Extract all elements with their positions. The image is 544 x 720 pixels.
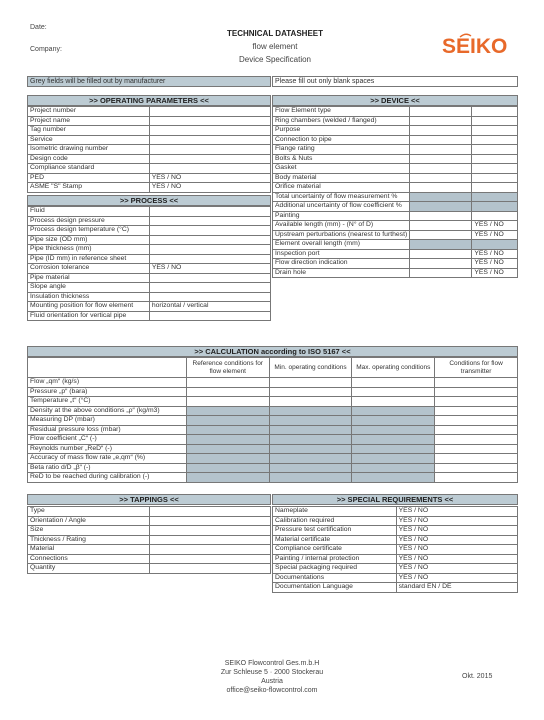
- calculation-value-field[interactable]: [352, 463, 435, 473]
- device-value-field[interactable]: [410, 230, 472, 240]
- device-label: Element overall length (mm): [273, 240, 410, 250]
- date-label: Date:: [30, 24, 47, 31]
- device-row: [273, 211, 518, 221]
- device-extra-field[interactable]: [472, 183, 518, 193]
- seiko-logo: [440, 30, 520, 60]
- calculation-label: Reynolds number „ReD“ (-): [28, 444, 187, 454]
- device-extra-field[interactable]: [472, 116, 518, 126]
- operating-value-field[interactable]: [149, 164, 270, 174]
- device-extra-field[interactable]: [472, 154, 518, 164]
- calculation-row: [28, 397, 518, 407]
- calculation-value-field[interactable]: [352, 473, 435, 483]
- process-value-field[interactable]: [149, 207, 270, 217]
- calculation-value-field[interactable]: [186, 416, 269, 426]
- calculation-label: Temperature „t“ (°C): [28, 397, 187, 407]
- blank-spaces-note: Please fill out only blank spaces: [272, 76, 518, 87]
- calculation-header-blank: [28, 358, 187, 378]
- device-row: [273, 230, 518, 240]
- calculation-value-field[interactable]: [435, 425, 518, 435]
- device-extra-field[interactable]: YES / NO: [472, 230, 518, 240]
- device-row: [273, 268, 518, 278]
- device-label: Purpose: [273, 126, 410, 136]
- process-row: [28, 292, 271, 302]
- process-row: [28, 207, 271, 217]
- special-label: Documentation Language: [273, 583, 397, 593]
- device-label: Flow Element type: [273, 107, 410, 117]
- operating-value-field[interactable]: [149, 126, 270, 136]
- device-row: [273, 240, 518, 250]
- process-value-field[interactable]: [149, 273, 270, 283]
- device-label: Inspection port: [273, 249, 410, 259]
- calculation-row: [28, 387, 518, 397]
- tappings-label: Orientation / Angle: [28, 516, 150, 526]
- special-row: [273, 554, 518, 564]
- calculation-value-field[interactable]: [352, 397, 435, 407]
- tappings-value-field[interactable]: [149, 554, 270, 564]
- tappings-row: [28, 507, 271, 517]
- special-row: [273, 564, 518, 574]
- tappings-value-field[interactable]: [149, 545, 270, 555]
- calculation-value-field[interactable]: [352, 387, 435, 397]
- operating-value-field[interactable]: [149, 107, 270, 117]
- device-row: [273, 202, 518, 212]
- calculation-column-header: Reference conditions for flow element: [186, 358, 269, 378]
- special-label: Painting / internal protection: [273, 554, 397, 564]
- calculation-value-field[interactable]: [186, 397, 269, 407]
- calculation-value-field[interactable]: [269, 454, 352, 464]
- seiko-logo-text: SEIKO: [442, 35, 508, 58]
- tappings-row: [28, 545, 271, 555]
- device-row: [273, 135, 518, 145]
- operating-label: Tag number: [28, 126, 150, 136]
- calculation-table: [27, 357, 518, 483]
- calculation-label: Flow „qm“ (kg/s): [28, 378, 187, 388]
- datasheet-subtitle-device-spec: Device Specification: [238, 55, 312, 64]
- device-label: Flange rating: [273, 145, 410, 155]
- device-extra-field[interactable]: [472, 164, 518, 174]
- process-row: [28, 311, 271, 321]
- calculation-label: Measuring DP (mbar): [28, 416, 187, 426]
- device-extra-field[interactable]: [472, 173, 518, 183]
- device-label: Total uncertainty of flow measurement %: [273, 192, 410, 202]
- process-label: Pipe material: [28, 273, 150, 283]
- tappings-row: [28, 535, 271, 545]
- calculation-value-field[interactable]: [269, 406, 352, 416]
- device-row: [273, 183, 518, 193]
- tappings-label: Size: [28, 526, 150, 536]
- device-value-field[interactable]: [410, 116, 472, 126]
- calculation-value-field[interactable]: [352, 425, 435, 435]
- operating-row: [28, 164, 271, 174]
- special-row: [273, 507, 518, 517]
- device-extra-field[interactable]: [472, 202, 518, 212]
- operating-label: Project number: [28, 107, 150, 117]
- calculation-row: [28, 454, 518, 464]
- calculation-column-header: Conditions for flow transmitter: [435, 358, 518, 378]
- operating-value-field[interactable]: [149, 145, 270, 155]
- device-row: [273, 164, 518, 174]
- tappings-value-field[interactable]: [149, 526, 270, 536]
- calculation-value-field[interactable]: [186, 454, 269, 464]
- footer-email[interactable]: office@seiko-flowcontrol.com: [226, 687, 318, 694]
- calculation-row: [28, 425, 518, 435]
- device-row: [273, 116, 518, 126]
- operating-row: [28, 116, 271, 126]
- special-label: Nameplate: [273, 507, 397, 517]
- calculation-row: [28, 378, 518, 388]
- special-row: [273, 516, 518, 526]
- process-label: Fluid orientation for vertical pipe: [28, 311, 150, 321]
- tappings-value-field[interactable]: [149, 516, 270, 526]
- device-extra-field[interactable]: YES / NO: [472, 268, 518, 278]
- process-label: Pipe (ID mm) in reference sheet: [28, 254, 150, 264]
- process-row: [28, 254, 271, 264]
- operating-row: [28, 145, 271, 155]
- device-value-field[interactable]: [410, 173, 472, 183]
- device-row: [273, 259, 518, 269]
- calculation-row: [28, 416, 518, 426]
- process-label: Pipe size (OD mm): [28, 235, 150, 245]
- calculation-value-field[interactable]: [186, 473, 269, 483]
- device-value-field[interactable]: [410, 164, 472, 174]
- operating-parameters-heading: >> OPERATING PARAMETERS <<: [27, 95, 271, 106]
- calculation-value-field[interactable]: [352, 435, 435, 445]
- calculation-label: Accuracy of mass flow rate „e,qm“ (%): [28, 454, 187, 464]
- device-extra-field[interactable]: YES / NO: [472, 249, 518, 259]
- special-label: Special packaging required: [273, 564, 397, 574]
- calculation-label: Pressure „p“ (bara): [28, 387, 187, 397]
- operating-label: Design code: [28, 154, 150, 164]
- operating-row: [28, 107, 271, 117]
- tappings-row: [28, 554, 271, 564]
- special-row: [273, 545, 518, 555]
- special-label: Compliance certificate: [273, 545, 397, 555]
- device-value-field[interactable]: [410, 221, 472, 231]
- operating-parameters-table: [27, 106, 271, 193]
- special-requirements-table: [272, 506, 518, 593]
- device-row: [273, 221, 518, 231]
- calculation-value-field[interactable]: [186, 435, 269, 445]
- device-extra-field[interactable]: [472, 145, 518, 155]
- device-value-field[interactable]: [410, 202, 472, 212]
- operating-label: Isometric drawing number: [28, 145, 150, 155]
- special-value-field[interactable]: YES / NO: [396, 526, 517, 536]
- calculation-value-field[interactable]: [435, 397, 518, 407]
- grey-fields-note: Grey fields will be filled out by manufacturer: [27, 76, 271, 87]
- process-value-field[interactable]: horizontal / vertical: [149, 302, 270, 312]
- device-extra-field[interactable]: [472, 240, 518, 250]
- calculation-value-field[interactable]: [269, 463, 352, 473]
- special-label: Calibration required: [273, 516, 397, 526]
- operating-row: [28, 173, 271, 183]
- device-value-field[interactable]: [410, 126, 472, 136]
- tappings-heading: >> TAPPINGS <<: [27, 494, 271, 505]
- process-row: [28, 283, 271, 293]
- process-value-field[interactable]: [149, 283, 270, 293]
- operating-value-field[interactable]: YES / NO: [149, 173, 270, 183]
- calculation-value-field[interactable]: [186, 406, 269, 416]
- operating-label: Compliance standard: [28, 164, 150, 174]
- special-label: Pressure test certification: [273, 526, 397, 536]
- device-label: Gasket: [273, 164, 410, 174]
- operating-value-field[interactable]: [149, 154, 270, 164]
- calculation-value-field[interactable]: [435, 406, 518, 416]
- device-extra-field[interactable]: [472, 107, 518, 117]
- device-label: Flow direction indication: [273, 259, 410, 269]
- process-table: [27, 206, 271, 321]
- process-heading: >> PROCESS <<: [27, 195, 271, 206]
- device-extra-field[interactable]: [472, 126, 518, 136]
- special-value-field[interactable]: YES / NO: [396, 554, 517, 564]
- device-value-field[interactable]: [410, 154, 472, 164]
- device-value-field[interactable]: [410, 211, 472, 221]
- process-label: Corrosion tolerance: [28, 264, 150, 274]
- device-label: Bolts & Nuts: [273, 154, 410, 164]
- calculation-value-field[interactable]: [186, 387, 269, 397]
- device-extra-field[interactable]: [472, 211, 518, 221]
- device-extra-field[interactable]: YES / NO: [472, 221, 518, 231]
- special-value-field[interactable]: standard EN / DE: [396, 583, 517, 593]
- device-value-field[interactable]: [410, 107, 472, 117]
- calculation-value-field[interactable]: [269, 444, 352, 454]
- special-row: [273, 573, 518, 583]
- process-row: [28, 235, 271, 245]
- process-row: [28, 302, 271, 312]
- device-label: Additional uncertainty of flow coefficient %: [273, 202, 410, 212]
- device-label: Ring chambers (welded / flanged): [273, 116, 410, 126]
- special-requirements-heading: >> SPECIAL REQUIREMENTS <<: [272, 494, 518, 505]
- company-label: Company:: [30, 46, 62, 53]
- calculation-value-field[interactable]: [269, 416, 352, 426]
- device-value-field[interactable]: [410, 135, 472, 145]
- calculation-row: [28, 463, 518, 473]
- operating-label: PED: [28, 173, 150, 183]
- footer-company: SEIKO Flowcontrol Ges.m.b.H: [224, 660, 320, 667]
- calculation-value-field[interactable]: [352, 406, 435, 416]
- device-row: [273, 145, 518, 155]
- calculation-label: Flow coefficient „C“ (-): [28, 435, 187, 445]
- calculation-label: Beta ratio d/D „β“ (-): [28, 463, 187, 473]
- device-value-field[interactable]: [410, 268, 472, 278]
- special-label: Material certificate: [273, 535, 397, 545]
- device-value-field[interactable]: [410, 259, 472, 269]
- process-value-field[interactable]: [149, 311, 270, 321]
- process-row: [28, 264, 271, 274]
- calculation-value-field[interactable]: [186, 444, 269, 454]
- calculation-value-field[interactable]: [269, 473, 352, 483]
- operating-label: Service: [28, 135, 150, 145]
- special-value-field[interactable]: YES / NO: [396, 516, 517, 526]
- datasheet-subtitle-flow-element: flow element: [252, 42, 298, 51]
- process-label: Process design pressure: [28, 216, 150, 226]
- tappings-label: Material: [28, 545, 150, 555]
- process-row: [28, 245, 271, 255]
- device-label: Orifice material: [273, 183, 410, 193]
- device-row: [273, 126, 518, 136]
- tappings-value-field[interactable]: [149, 507, 270, 517]
- calculation-label: ReD to be reached during calibration (-): [28, 473, 187, 483]
- process-value-field[interactable]: [149, 292, 270, 302]
- device-row: [273, 249, 518, 259]
- operating-row: [28, 154, 271, 164]
- tappings-row: [28, 526, 271, 536]
- calculation-column-header: Min. operating conditions: [269, 358, 352, 378]
- tappings-value-field[interactable]: [149, 535, 270, 545]
- process-row: [28, 226, 271, 236]
- device-label: Connection to pipe: [273, 135, 410, 145]
- footer-date: Okt. 2015: [462, 673, 493, 680]
- special-row: [273, 583, 518, 593]
- device-table: [272, 106, 518, 278]
- device-extra-field[interactable]: [472, 135, 518, 145]
- footer-address: Zur Schleuse 5 · 2000 Stockerau: [220, 669, 324, 676]
- calculation-row: [28, 435, 518, 445]
- tappings-value-field[interactable]: [149, 564, 270, 574]
- device-label: Painting: [273, 211, 410, 221]
- tappings-row: [28, 516, 271, 526]
- device-value-field[interactable]: [410, 192, 472, 202]
- special-label: Documentations: [273, 573, 397, 583]
- device-row: [273, 173, 518, 183]
- special-row: [273, 526, 518, 536]
- calculation-value-field[interactable]: [269, 425, 352, 435]
- calculation-value-field[interactable]: [269, 378, 352, 388]
- process-label: Process design temperature (°C): [28, 226, 150, 236]
- process-row: [28, 216, 271, 226]
- calculation-value-field[interactable]: [352, 444, 435, 454]
- calculation-value-field[interactable]: [435, 444, 518, 454]
- calculation-value-field[interactable]: [186, 425, 269, 435]
- operating-value-field[interactable]: [149, 116, 270, 126]
- device-value-field[interactable]: [410, 249, 472, 259]
- tappings-label: Connections: [28, 554, 150, 564]
- process-value-field[interactable]: [149, 235, 270, 245]
- device-value-field[interactable]: [410, 240, 472, 250]
- special-value-field[interactable]: YES / NO: [396, 573, 517, 583]
- calculation-value-field[interactable]: [435, 473, 518, 483]
- operating-value-field[interactable]: [149, 135, 270, 145]
- operating-row: [28, 183, 271, 193]
- process-label: Fluid: [28, 207, 150, 217]
- process-value-field[interactable]: YES / NO: [149, 264, 270, 274]
- datasheet-title: TECHNICAL DATASHEET: [227, 29, 323, 38]
- calculation-column-header: Max. operating conditions: [352, 358, 435, 378]
- calculation-value-field[interactable]: [435, 435, 518, 445]
- calculation-value-field[interactable]: [269, 387, 352, 397]
- process-value-field[interactable]: [149, 216, 270, 226]
- device-value-field[interactable]: [410, 183, 472, 193]
- device-value-field[interactable]: [410, 145, 472, 155]
- calculation-row: [28, 406, 518, 416]
- calculation-value-field[interactable]: [352, 416, 435, 426]
- special-value-field[interactable]: YES / NO: [396, 545, 517, 555]
- tappings-label: Quantity: [28, 564, 150, 574]
- footer-country: Austria: [261, 678, 283, 685]
- calculation-row: [28, 444, 518, 454]
- process-label: Insulation thickness: [28, 292, 150, 302]
- tappings-row: [28, 564, 271, 574]
- calculation-value-field[interactable]: [435, 416, 518, 426]
- calculation-value-field[interactable]: [435, 454, 518, 464]
- device-row: [273, 192, 518, 202]
- device-extra-field[interactable]: [472, 192, 518, 202]
- process-label: Pipe thickness (mm): [28, 245, 150, 255]
- process-row: [28, 273, 271, 283]
- process-label: Slope angle: [28, 283, 150, 293]
- calculation-value-field[interactable]: [269, 435, 352, 445]
- device-label: Available length (mm) - (N° of D): [273, 221, 410, 231]
- process-value-field[interactable]: [149, 254, 270, 264]
- operating-value-field[interactable]: YES / NO: [149, 183, 270, 193]
- calculation-value-field[interactable]: [186, 378, 269, 388]
- device-label: Drain hole: [273, 268, 410, 278]
- tappings-label: Thickness / Rating: [28, 535, 150, 545]
- operating-label: Project name: [28, 116, 150, 126]
- calculation-value-field[interactable]: [186, 463, 269, 473]
- device-heading: >> DEVICE <<: [272, 95, 518, 106]
- special-value-field[interactable]: YES / NO: [396, 507, 517, 517]
- special-row: [273, 535, 518, 545]
- device-extra-field[interactable]: YES / NO: [472, 259, 518, 269]
- special-value-field[interactable]: YES / NO: [396, 535, 517, 545]
- device-row: [273, 154, 518, 164]
- device-label: Body material: [273, 173, 410, 183]
- tappings-table: [27, 506, 271, 574]
- calculation-header-row: [28, 358, 518, 378]
- special-value-field[interactable]: YES / NO: [396, 564, 517, 574]
- tappings-label: Type: [28, 507, 150, 517]
- calculation-value-field[interactable]: [435, 387, 518, 397]
- process-label: Mounting position for flow element: [28, 302, 150, 312]
- calculation-heading: >> CALCULATION according to ISO 5167 <<: [27, 346, 518, 357]
- calculation-value-field[interactable]: [435, 463, 518, 473]
- operating-label: ASME "S" Stamp: [28, 183, 150, 193]
- operating-row: [28, 135, 271, 145]
- calculation-value-field[interactable]: [269, 397, 352, 407]
- calculation-label: Density at the above conditions „ρ“ (kg/m3): [28, 406, 187, 416]
- process-value-field[interactable]: [149, 226, 270, 236]
- calculation-label: Residual pressure loss (mbar): [28, 425, 187, 435]
- process-value-field[interactable]: [149, 245, 270, 255]
- calculation-value-field[interactable]: [435, 378, 518, 388]
- calculation-row: [28, 473, 518, 483]
- calculation-value-field[interactable]: [352, 454, 435, 464]
- device-label: Upstream perturbations (nearest to furthest): [273, 230, 410, 240]
- operating-row: [28, 126, 271, 136]
- device-row: [273, 107, 518, 117]
- calculation-value-field[interactable]: [352, 378, 435, 388]
